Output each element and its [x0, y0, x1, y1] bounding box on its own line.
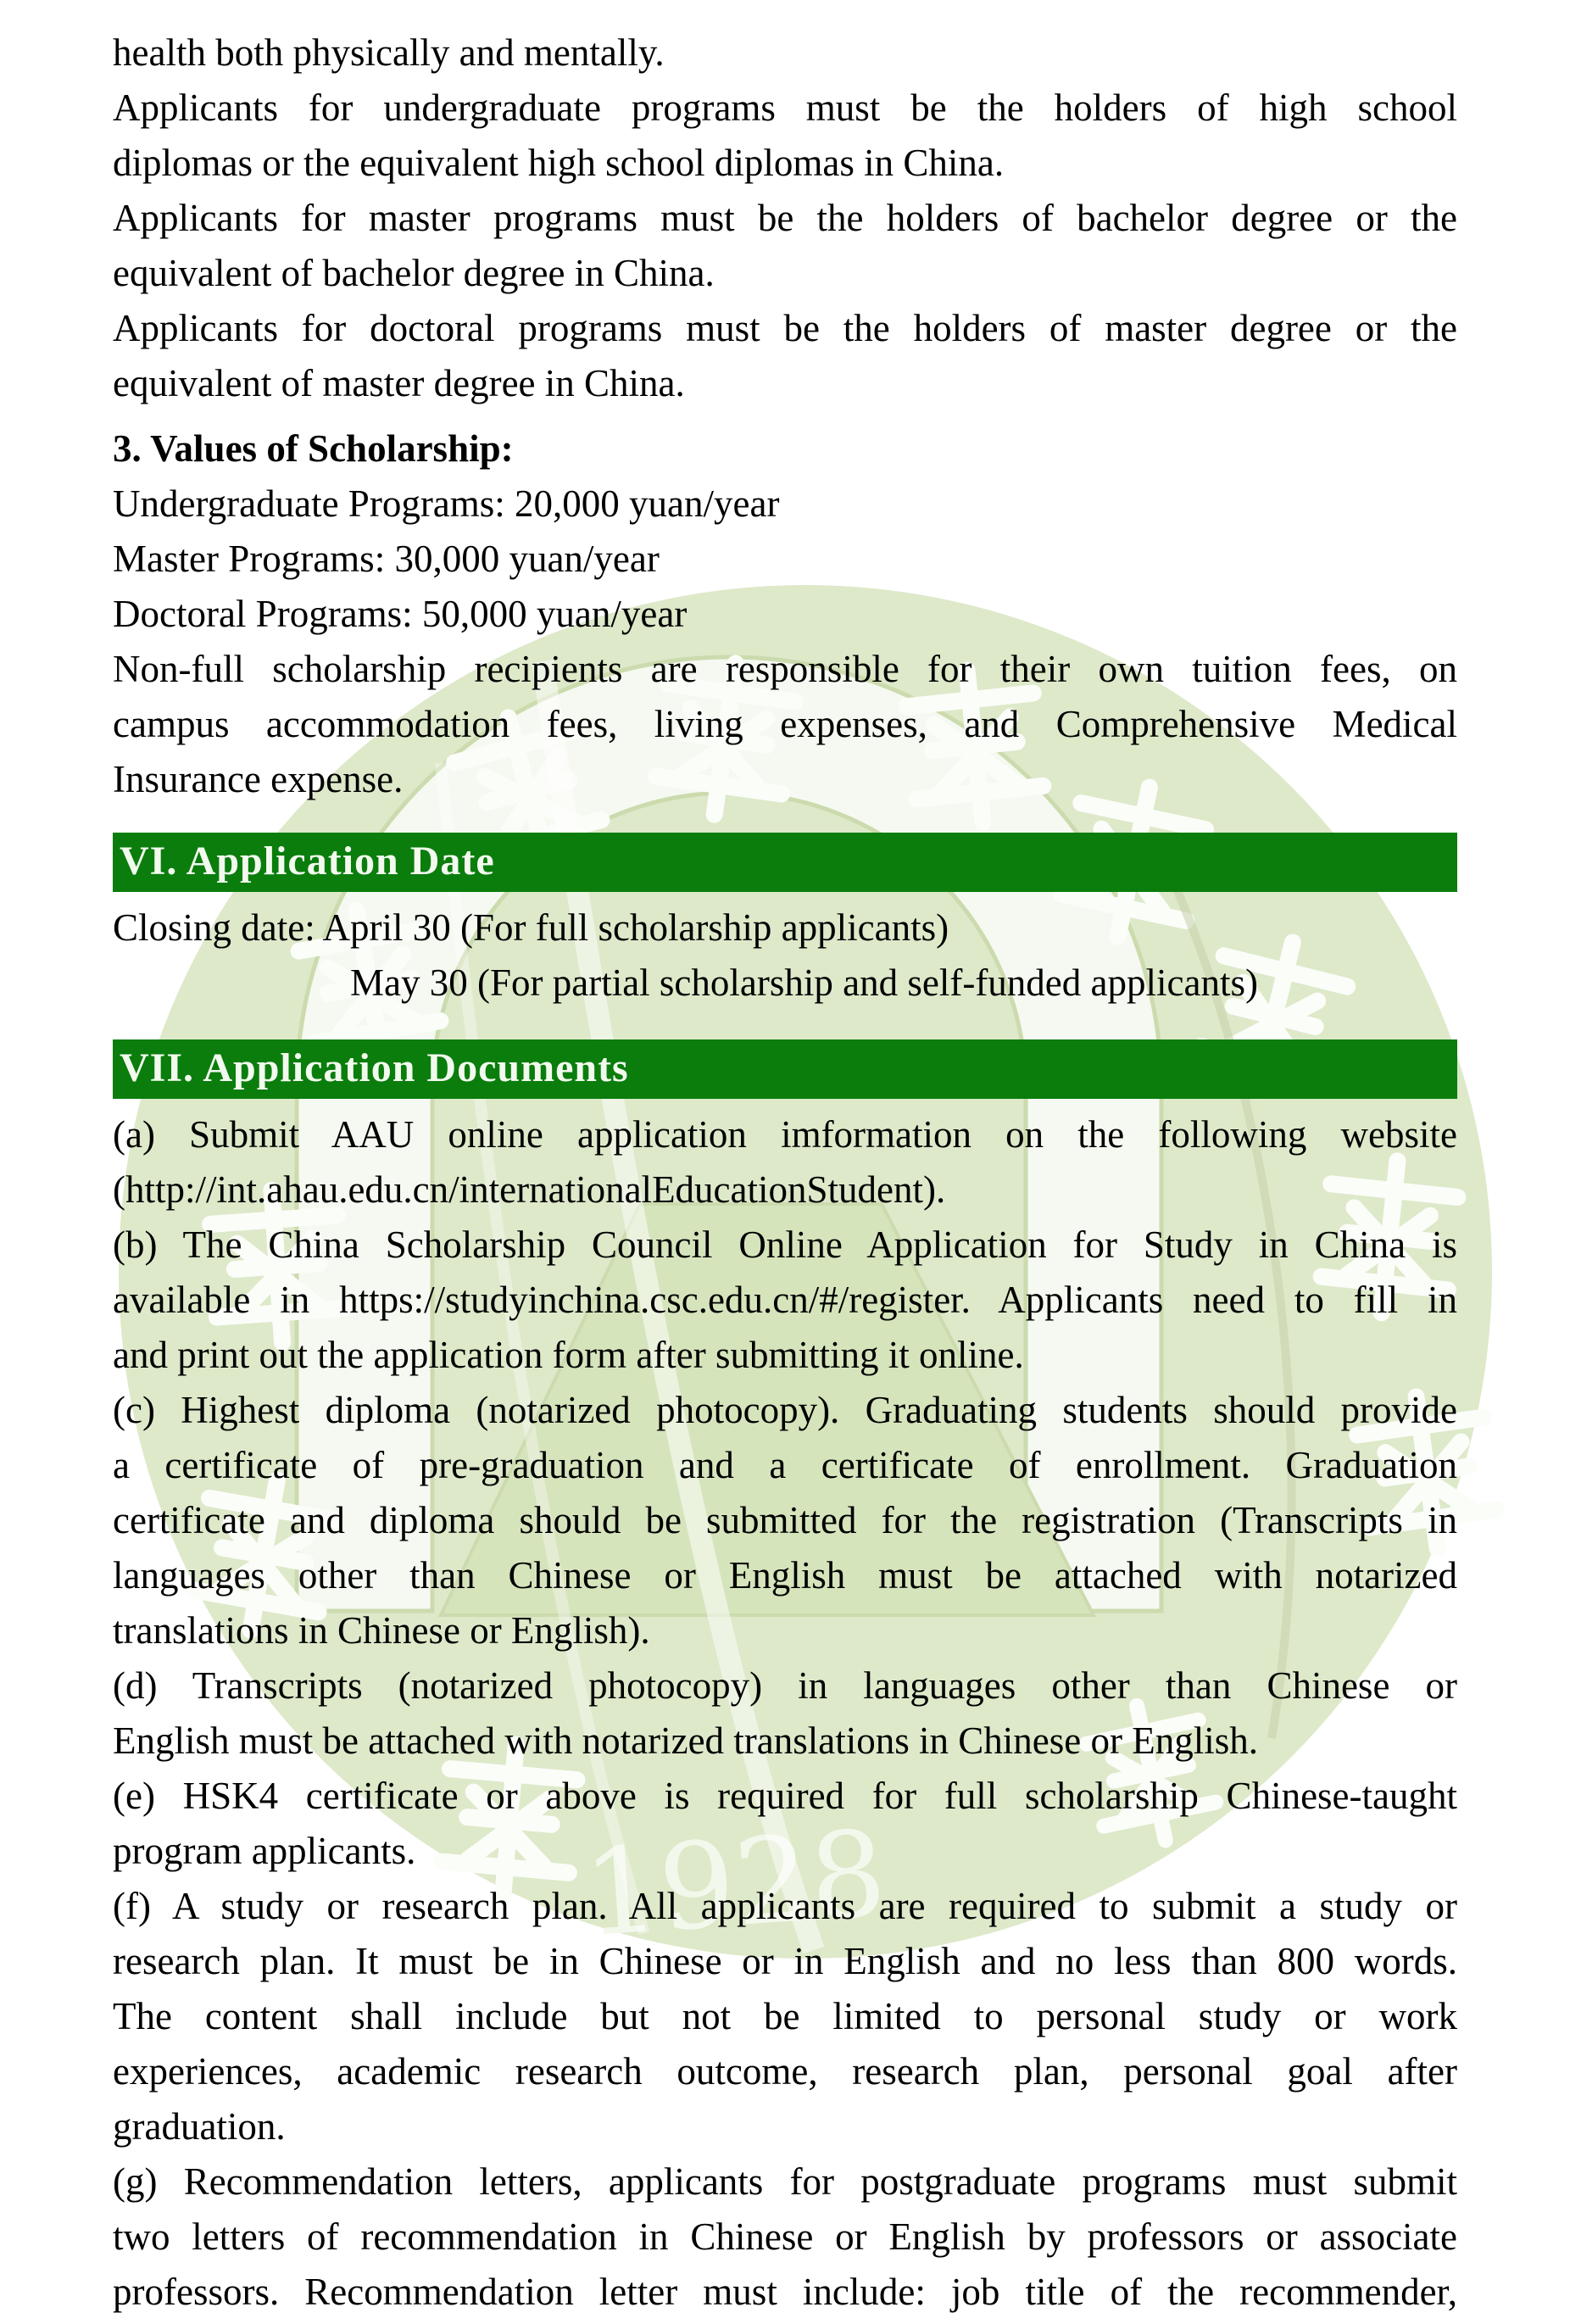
text-line	[113, 477, 1457, 532]
text-line	[113, 900, 1457, 956]
vertical-gap	[113, 892, 1457, 900]
text-segment: certificate and diploma should be submitted for the registration (Transcripts in	[113, 1499, 1457, 1541]
text-segment: available in https://studyinchina.csc.edu.cn/#/register. Applicants need to fill in	[113, 1279, 1457, 1321]
text-line	[113, 2154, 1457, 2210]
section-header-application-documents: VII. Application Documents	[113, 1039, 1457, 1099]
text-segment: equivalent of bachelor degree in China.	[113, 252, 715, 294]
text-line	[113, 532, 1457, 587]
text-segment: (f) A study or research plan. All applicants are required to submit a study or	[113, 1885, 1457, 1927]
text-segment: and print out the application form after submitting it online.	[113, 1334, 1024, 1376]
text-line	[113, 301, 1457, 356]
text-line	[113, 642, 1457, 697]
text-line	[113, 1989, 1457, 2044]
vertical-gap	[113, 807, 1457, 833]
vertical-gap	[113, 411, 1457, 421]
text-segment: research plan. It must be in Chinese or in English and no less than 800 words.	[113, 1940, 1457, 1982]
text-segment: May 30 (For partial scholarship and self-funded applicants)	[350, 961, 1258, 1004]
text-line	[113, 356, 1457, 411]
text-line	[113, 421, 1457, 477]
text-segment: campus accommodation fees, living expenses, and Comprehensive Medical	[113, 703, 1457, 745]
text-line	[113, 752, 1457, 807]
text-segment: (c) Highest diploma (notarized photocopy). Graduating students should provide	[113, 1389, 1457, 1431]
text-line	[113, 1714, 1457, 1769]
text-segment: Applicants for doctoral programs must be the holders of master degree or the	[113, 307, 1457, 349]
text-line	[113, 2265, 1457, 2320]
text-line	[113, 81, 1457, 136]
text-segment: Insurance expense.	[113, 758, 404, 800]
text-segment: Undergraduate Programs: 20,000 yuan/year	[113, 482, 780, 525]
text-line	[113, 956, 1457, 1011]
text-line	[113, 587, 1457, 642]
text-segment: Applicants for undergraduate programs must be the holders of high school	[113, 86, 1457, 129]
vertical-gap	[113, 1011, 1457, 1039]
text-line	[113, 1493, 1457, 1548]
text-segment: translations in Chinese or English).	[113, 1609, 650, 1652]
text-line	[113, 1218, 1457, 1273]
text-line	[113, 1438, 1457, 1493]
text-line	[113, 2210, 1457, 2265]
text-line	[113, 1162, 1457, 1218]
text-line	[113, 1383, 1457, 1438]
text-segment: (g) Recommendation letters, applicants for postgraduate programs must submit	[113, 2160, 1457, 2203]
text-line	[113, 1107, 1457, 1162]
text-segment: languages other than Chinese or English must be attached with notarized	[113, 1554, 1457, 1597]
text-segment: experiences, academic research outcome, research plan, personal goal after	[113, 2050, 1457, 2093]
text-segment: Closing date: April 30 (For full scholarship applicants)	[113, 906, 949, 949]
text-segment: (a) Submit AAU online application imformation on the following website	[113, 1113, 1457, 1156]
text-line	[113, 191, 1457, 246]
text-line	[113, 1934, 1457, 1989]
vertical-gap	[113, 1099, 1457, 1107]
text-segment: Non-full scholarship recipients are responsible for their own tuition fees, on	[113, 648, 1457, 690]
text-line	[113, 1658, 1457, 1714]
text-segment: diplomas or the equivalent high school diplomas in China.	[113, 142, 1005, 184]
text-segment: Applicants for master programs must be the holders of bachelor degree or the	[113, 197, 1457, 239]
seal-year-text: 1928	[579, 1804, 891, 1965]
bold-text-segment: 3. Values of Scholarship:	[113, 427, 514, 470]
section-header-application-date: VI. Application Date	[113, 833, 1457, 892]
text-line	[113, 1273, 1457, 1328]
text-line	[113, 1328, 1457, 1383]
text-segment: two letters of recommendation in Chinese or English by professors or associate	[113, 2215, 1457, 2258]
text-segment: equivalent of master degree in China.	[113, 362, 685, 404]
text-line	[113, 246, 1457, 301]
text-segment: Doctoral Programs: 50,000 yuan/year	[113, 593, 688, 635]
text-line	[113, 1879, 1457, 1934]
text-line	[113, 1603, 1457, 1658]
text-segment: (http://int.ahau.edu.cn/internationalEducationStudent).	[113, 1168, 946, 1211]
text-segment: program applicants.	[113, 1830, 416, 1872]
text-segment: professors. Recommendation letter must include: job title of the recommender,	[113, 2271, 1457, 2313]
text-segment: (e) HSK4 certificate or above is required for full scholarship Chinese-taught	[113, 1775, 1457, 1817]
text-segment: a certificate of pre-graduation and a certificate of enrollment. Graduation	[113, 1444, 1457, 1486]
text-segment: health both physically and mentally.	[113, 31, 665, 74]
text-line	[113, 136, 1457, 191]
text-line	[113, 1769, 1457, 1824]
text-line	[113, 1824, 1457, 1879]
text-line	[113, 1548, 1457, 1603]
text-segment: The content shall include but not be limited to personal study or work	[113, 1995, 1457, 2037]
text-segment: graduation.	[113, 2105, 286, 2148]
text-line	[113, 2099, 1457, 2154]
text-line	[113, 25, 1457, 81]
text-line	[113, 2044, 1457, 2099]
text-segment: English must be attached with notarized translations in Chinese or English.	[113, 1719, 1258, 1762]
text-segment: (b) The China Scholarship Council Online Application for Study in China is	[113, 1223, 1457, 1266]
text-segment: Master Programs: 30,000 yuan/year	[113, 538, 660, 580]
text-line	[113, 697, 1457, 752]
text-segment: (d) Transcripts (notarized photocopy) in languages other than Chinese or	[113, 1664, 1457, 1707]
